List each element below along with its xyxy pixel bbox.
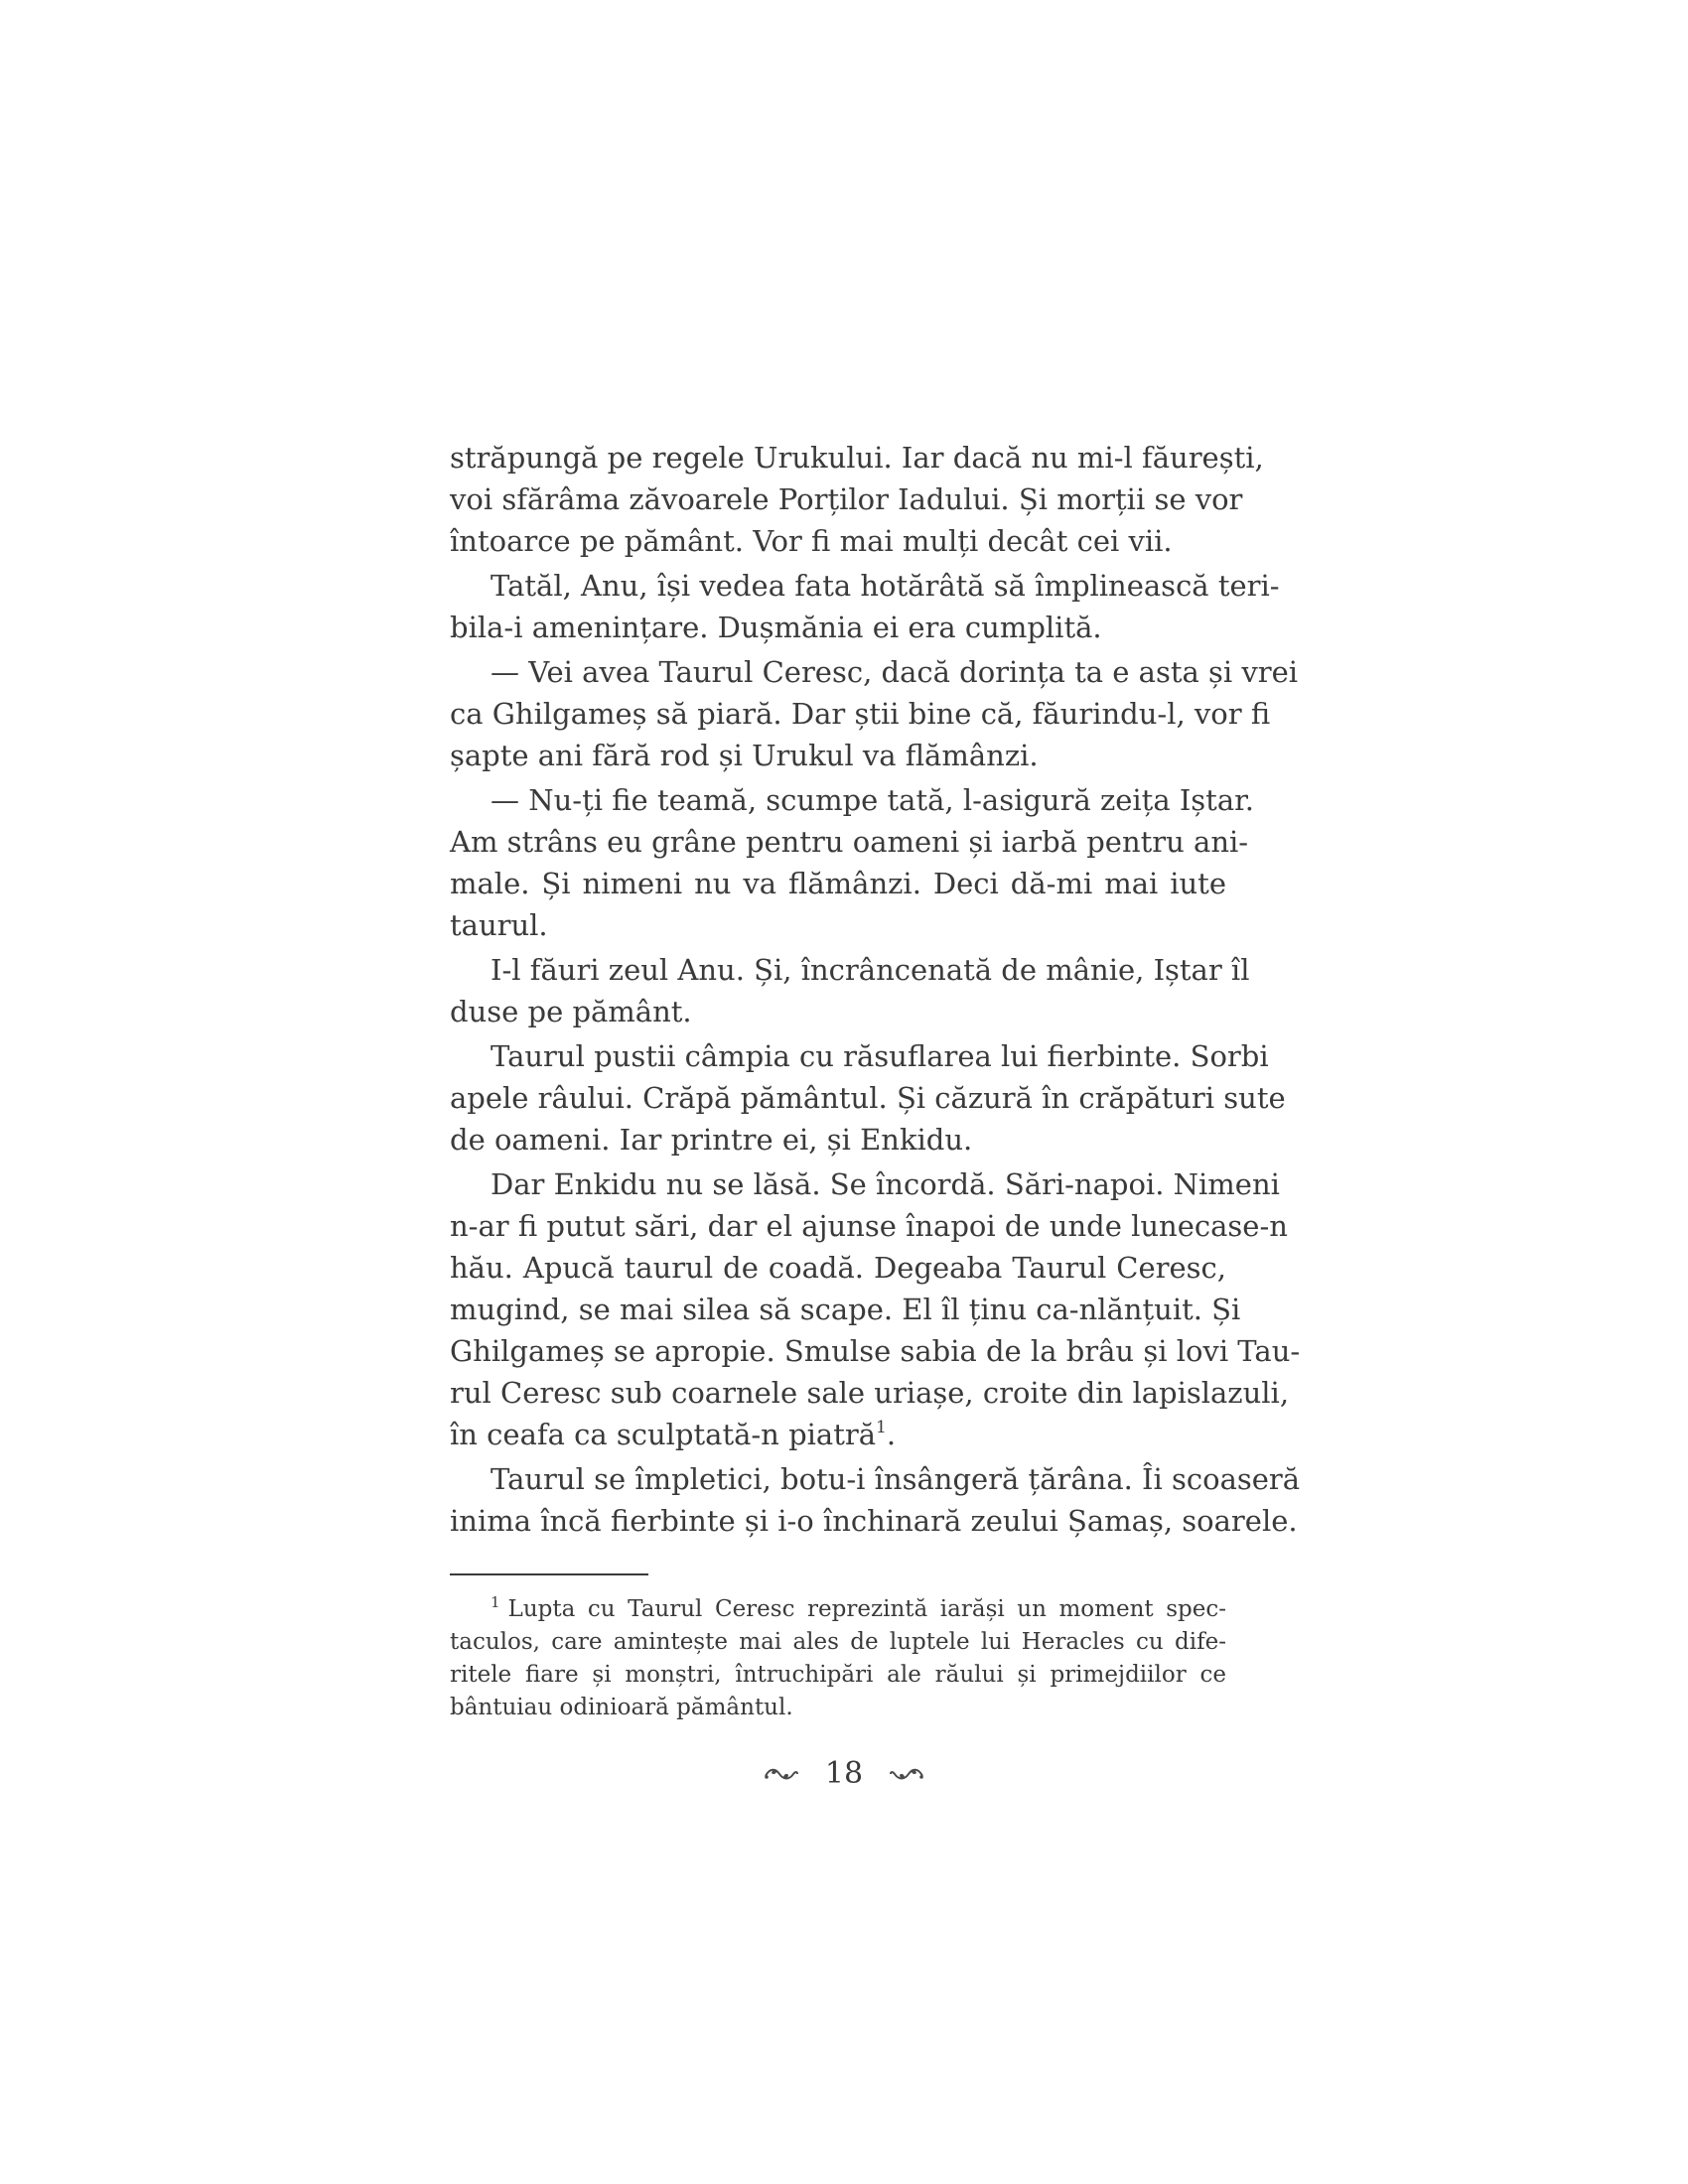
text-line: Am strâns eu grâne pentru oameni și iarbă pentru ani-: [450, 825, 1249, 859]
page-number: 18: [824, 1756, 864, 1791]
text-line: — Nu-ți fie teamă, scumpe tată, l-asigură zeița Iștar.: [491, 783, 1255, 817]
text-line: duse pe pământ.: [450, 995, 692, 1028]
body-text: [450, 437, 1301, 1542]
text-line: Ghilgameș se apropie. Smulse sabia de la brâu și lovi Tau-: [450, 1334, 1301, 1368]
footnote-marker: 1: [491, 1593, 500, 1611]
text-line: mugind, se mai silea să scape. El îl ținu ca-nlănțuit. Și: [450, 1293, 1241, 1326]
footnote-line-text: Lupta cu Taurul Ceresc reprezintă iarăși un moment spec-: [507, 1596, 1226, 1622]
text-line: hău. Apucă taurul de coadă. Degeaba Taurul Ceresc,: [450, 1251, 1226, 1285]
footnote-line: taculos, care amintește mai ales de luptele lui Heracles cu dife-: [450, 1629, 1226, 1655]
footnote-reference[interactable]: 1: [876, 1418, 887, 1437]
text-line: male. Și nimeni nu va flămânzi. Deci dă-mi mai iute: [450, 867, 1226, 900]
text-line: Dar Enkidu nu se lăsă. Se încordă. Sări-napoi. Nimeni: [491, 1167, 1280, 1201]
text-line: de oameni. Iar printre ei, și Enkidu.: [450, 1123, 973, 1157]
footnote-line: [450, 1593, 1226, 1626]
text-line: rul Ceresc sub coarnele sale uriașe, croite din lapislazuli,: [450, 1376, 1290, 1410]
footnote-line: bântuiau odinioară pământul.: [450, 1695, 793, 1720]
text-line: apele râului. Crăpă pământul. Și căzură în crăpături sute: [450, 1081, 1286, 1115]
page-footer: [0, 1752, 1688, 1796]
text-line: taurul.: [450, 908, 548, 942]
text-line: străpungă pe regele Urukului. Iar dacă nu mi-l făurești,: [450, 441, 1264, 475]
text-line: — Vei avea Taurul Ceresc, dacă dorința ta e asta și vrei: [491, 655, 1299, 689]
footnote-separator: [450, 1573, 648, 1575]
text-line-with-footnote: [450, 1414, 1226, 1455]
text-line: bila-i amenințare. Dușmănia ei era cumplită.: [450, 611, 1102, 644]
text-line: șapte ani fără rod și Urukul va flămânzi.: [450, 739, 1039, 772]
text-line: întoarce pe pământ. Vor fi mai mulți decât cei vii.: [450, 524, 1173, 558]
text-line: Taurul se împletici, botu-i însângeră țărâna. Îi scoaseră: [491, 1462, 1301, 1496]
text-line: n-ar fi putut sări, dar el ajunse înapoi de unde lunecase-n: [450, 1209, 1288, 1243]
leaf-ornament-left-icon: [764, 1764, 799, 1784]
text-line: Tatăl, Anu, își vedea fata hotărâtă să împlinească teri-: [491, 569, 1280, 603]
text-line-content: în ceafa ca sculptată-n piatră: [450, 1418, 877, 1451]
leaf-ornament-right-icon: [889, 1764, 924, 1784]
text-line: inima încă fierbinte și i-o închinară zeului Șamaș, soarele.: [450, 1504, 1298, 1538]
text-line: I-l făuri zeul Anu. Și, încrâncenată de mânie, Iștar îl: [491, 953, 1250, 987]
text-line: voi sfărâma zăvoarele Porților Iadului. Și morții se vor: [450, 482, 1243, 516]
text-line: ca Ghilgameș să piară. Dar știi bine că, făurindu-l, vor fi: [450, 697, 1271, 731]
footnote: [450, 1593, 1226, 1724]
text-line: Taurul pustii câmpia cu răsuflarea lui fierbinte. Sorbi: [491, 1039, 1269, 1073]
footnote-line: ritele fiare și monștri, întruchipări ale răului și primejdiilor ce: [450, 1662, 1226, 1688]
text-line-suffix: .: [886, 1418, 897, 1451]
